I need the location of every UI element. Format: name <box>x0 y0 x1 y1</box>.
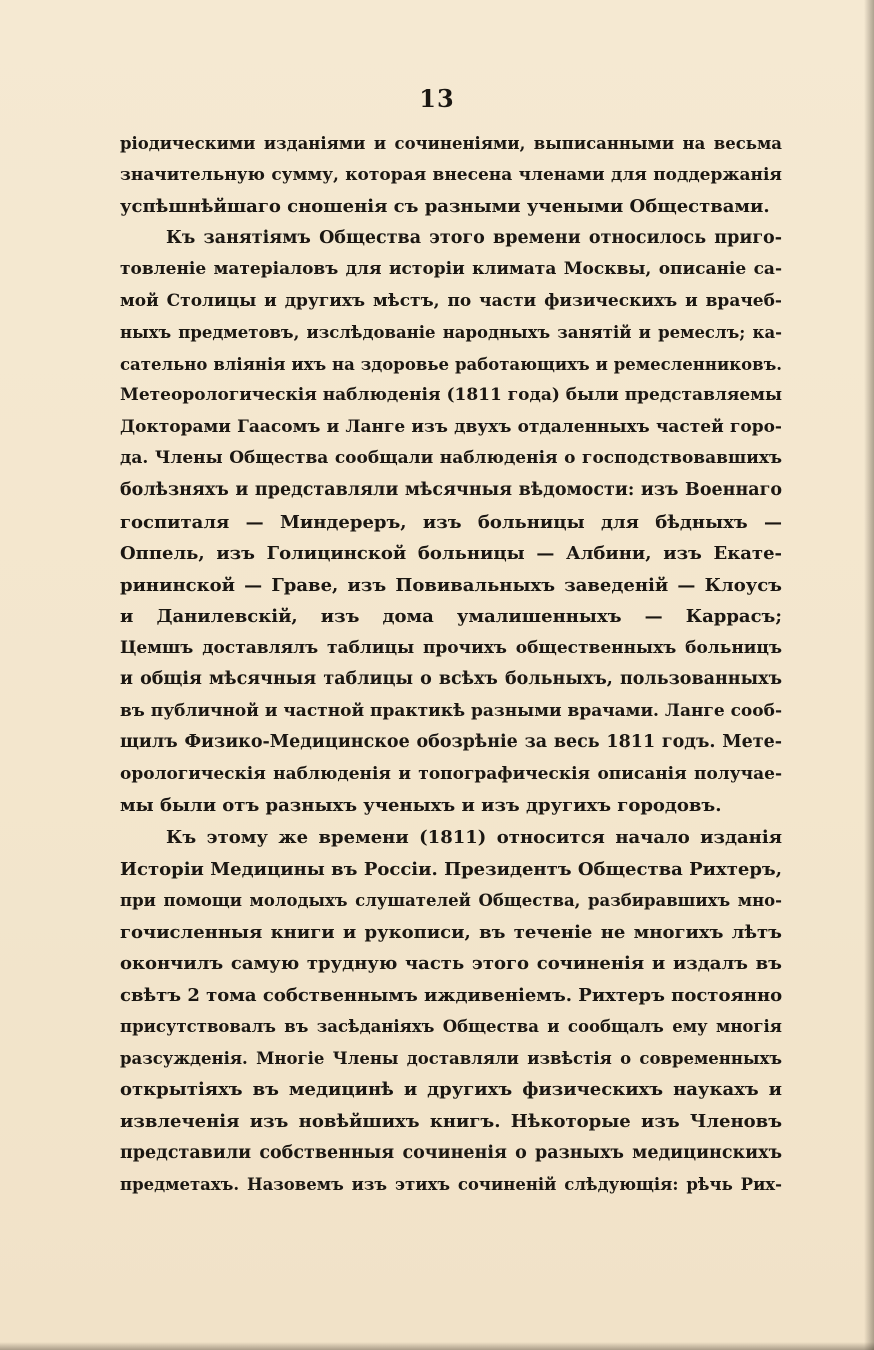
text-line: гочисленныя книги и рукописи, въ теченіе не многихъ лѣтъ <box>120 921 782 943</box>
text-line: Докторами Гаасомъ и Ланге изъ двухъ отдаленныхъ частей горо- <box>120 416 782 437</box>
page-number: 13 <box>419 84 455 113</box>
body-text <box>120 128 782 1201</box>
text-line: окончилъ самую трудную часть этого сочиненія и издалъ въ <box>120 953 782 975</box>
text-line: значительную сумму, которая внесена членами для поддержанія <box>120 164 782 185</box>
text-line: успѣшнѣйшаго сношенія съ разными учеными Обществами. <box>120 196 770 218</box>
text-line: мой Столицы и другихъ мѣстъ, по части физическихъ и врачеб- <box>120 290 782 311</box>
text-line: и Данилевскій, изъ дома умалишенныхъ — Каррасъ; <box>120 606 782 628</box>
text-line: рининской — Граве, изъ Повивальныхъ заведеній — Клоусъ <box>120 574 782 596</box>
text-line: сательно вліянія ихъ на здоровье работающихъ и ремесленниковъ. <box>120 354 782 374</box>
text-line: извлеченія изъ новѣйшихъ книгъ. Нѣкоторые изъ Членовъ <box>120 1110 782 1132</box>
text-line: Метеорологическія наблюденія (1811 года) были представляемы <box>120 385 782 406</box>
text-line: разсужденія. Многіе Члены доставляли извѣстія о современныхъ <box>120 1048 782 1068</box>
text-line: открытіяхъ въ медицинѣ и другихъ физическихъ наукахъ и <box>120 1079 782 1101</box>
text-line: свѣтъ 2 тома собственнымъ иждивеніемъ. Рихтеръ постоянно <box>120 984 782 1006</box>
text-line: орологическія наблюденія и топографическія описанія получае- <box>120 763 782 784</box>
text-line: Оппель, изъ Голицинской больницы — Албини, изъ Екате- <box>120 543 782 565</box>
text-line: Цемшъ доставлялъ таблицы прочихъ общественныхъ больницъ <box>120 637 782 658</box>
text-line: ныхъ предметовъ, изслѣдованіе народныхъ занятій и ремеслъ; ка- <box>120 323 782 343</box>
text-line: при помощи молодыхъ слушателей Общества, разбиравшихъ мно- <box>120 891 782 911</box>
text-line: Исторіи Медицины въ Россіи. Президентъ Общества Рихтеръ, <box>120 858 782 880</box>
page-edge-shadow-right <box>864 0 874 1350</box>
text-line: товленіе матеріаловъ для исторіи климата Москвы, описаніе са- <box>120 259 782 280</box>
text-line: мы были отъ разныхъ ученыхъ и изъ другихъ городовъ. <box>120 795 722 817</box>
text-line: и общія мѣсячныя таблицы о всѣхъ больныхъ, пользованныхъ <box>120 669 782 690</box>
text-line: болѣзняхъ и представляли мѣсячныя вѣдомости: изъ Военнаго <box>120 480 782 501</box>
text-line: госпиталя — Миндереръ, изъ больницы для бѣдныхъ — <box>120 511 782 533</box>
text-line: присутствовалъ въ засѣданіяхъ Общества и сообщалъ ему многія <box>120 1017 782 1037</box>
text-line: Къ этому же времени (1811) относится начало изданія <box>166 827 782 849</box>
text-line: ріодическими изданіями и сочиненіями, выписанными на весьма <box>120 134 782 153</box>
text-line: представили собственныя сочиненія о разныхъ медицинскихъ <box>120 1142 782 1163</box>
text-line: щилъ Физико-Медицинское обозрѣніе за весь 1811 годъ. Мете- <box>120 732 782 753</box>
text-line: да. Члены Общества сообщали наблюденія о господствовавшихъ <box>120 448 782 469</box>
text-line: предметахъ. Назовемъ изъ этихъ сочиненій слѣдующія: рѣчь Рих- <box>120 1175 782 1195</box>
text-line: въ публичной и частной практикѣ разными врачами. Ланге сооб- <box>120 700 782 721</box>
text-line: Къ занятіямъ Общества этого времени относилось приго- <box>166 227 782 248</box>
page-edge-shadow-bottom <box>0 1342 874 1350</box>
